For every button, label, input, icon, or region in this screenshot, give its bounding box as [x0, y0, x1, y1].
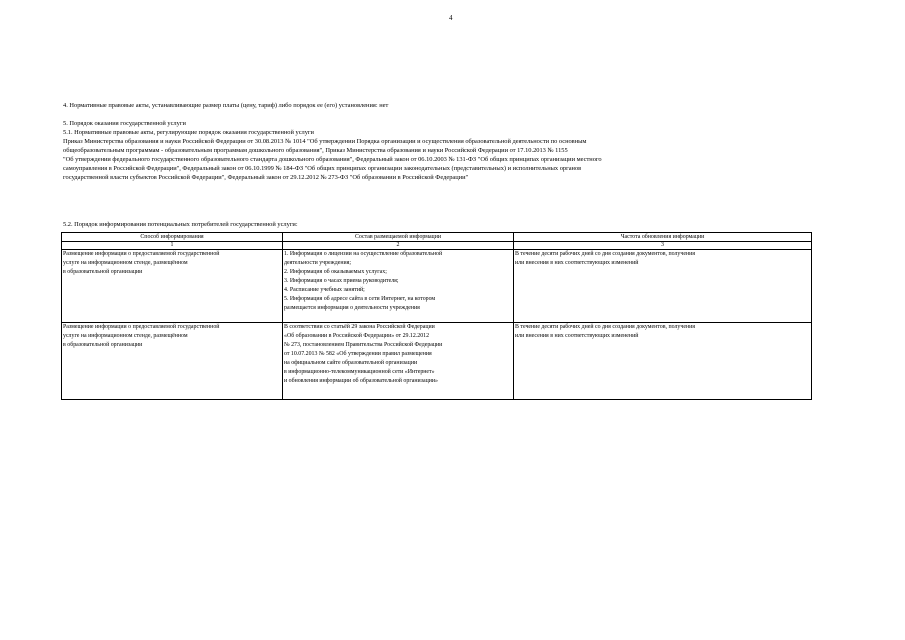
cell-text-line: 1. Информация о лицензии на осуществление образовательной [284, 251, 443, 257]
cell-text-line: № 273, постановлением Правительства Российской Федерации [284, 342, 443, 348]
table-header-row [62, 233, 812, 242]
cell-text-line: 4. Расписание учебных занятий; [284, 287, 365, 293]
table-number-row [62, 242, 812, 250]
header-content: Состав размещаемой информации [283, 233, 514, 242]
cell-text-line: в информационно-телекоммуникационной сети «Интернет» [284, 369, 435, 375]
column-number: 2 [283, 242, 514, 250]
section5-1-title: 5.1. Нормативные правовые акты, регулирующие порядок оказания государственной услуги [63, 129, 314, 136]
section5-2-title: 5.2. Порядок информирования потенциальных потребителей государственной услуги: [63, 221, 298, 228]
legal-acts-line-5: государственной власти субъектов Российской Федерации", Федеральный закон от 29.12.2012 № 273-ФЗ "Об образовании в Российской Федерации" [63, 174, 469, 181]
frequency-cell [514, 250, 812, 323]
section4-line: 4. Нормативные правовые акты, устанавливающие размер платы (цену, тариф) либо порядок ее (его) установления: нет [63, 102, 389, 109]
cell-text-line: услуге на информационном стенде, размещённом [63, 333, 188, 339]
frequency-cell [514, 323, 812, 400]
method-cell [62, 323, 283, 400]
cell-text-line: В течение десяти рабочих дней со дня создания документов, получения [515, 251, 695, 257]
method-cell [62, 250, 283, 323]
cell-text-line: 3. Информация о часах приема руководителя; [284, 278, 399, 284]
cell-text-line: «Об образовании в Российской Федерации» от 29.12.2012 [284, 333, 430, 339]
cell-text-line: или внесения в них соответствующих изменений [515, 333, 639, 339]
cell-text-line: В течение десяти рабочих дней со дня создания документов, получения [515, 324, 695, 330]
section5-title: 5. Порядок оказания государственной услуги [63, 120, 186, 127]
header-frequency: Частота обновления информации [514, 233, 812, 242]
content-cell [283, 323, 514, 400]
column-number: 3 [514, 242, 812, 250]
cell-text-line: В соответствии со статьёй 29 закона Российской Федерации [284, 324, 435, 330]
header-method: Способ информирования [62, 233, 283, 242]
legal-acts-line-2: общеобразовательным программам - образовательным программам дошкольного образования", Приказ Министерства образования и науки Российской Федерации от 17.10.2013 № 1155 [63, 147, 568, 154]
content-cell [283, 250, 514, 323]
cell-text-line: 2. Информация об оказываемых услугах; [284, 269, 387, 275]
cell-text-line: 5. Информация об адресе сайта в сети Интернет, на котором [284, 296, 436, 302]
cell-text-line: Размещение информации о предоставляемой государственной [63, 324, 220, 330]
cell-text-line: услуге на информационном стенде, размещённом [63, 260, 188, 266]
cell-text-line: в образовательной организации [63, 269, 143, 275]
cell-text-line: или внесения в них соответствующих изменений [515, 260, 639, 266]
legal-acts-line-3: "Об утверждении федерального государственного образовательного стандарта дошкольного образования", Федеральный закон от 06.10.2003 № 131-ФЗ "Об общих принципах организации местного [63, 156, 602, 163]
legal-acts-line-4: самоуправления в Российской Федерации", Федеральный закон от 06.10.1999 № 184-ФЗ "Об общих принципах организации законодательных (представительных) и исполнительных органов [63, 165, 582, 172]
page-number: 4 [449, 14, 453, 22]
legal-acts-line-1: Приказ Министерства образования и науки Российской Федерации от 30.08.2013 № 1014 "Об утверждении Порядка организации и осуществления образовательной деятельности по основным [63, 138, 587, 145]
table-row [62, 323, 812, 400]
column-number: 1 [62, 242, 283, 250]
cell-text-line: от 10.07.2013 № 582 «Об утверждении правил размещения [284, 351, 432, 357]
cell-text-line: на официальном сайте образовательной организации [284, 360, 418, 366]
table-row [62, 250, 812, 323]
cell-text-line: деятельности учреждения; [284, 260, 351, 266]
cell-text-line: в образовательной организации [63, 342, 143, 348]
cell-text-line: Размещение информации о предоставляемой государственной [63, 251, 220, 257]
cell-text-line: размещается информация о деятельности учреждения [284, 305, 420, 311]
information-table [61, 232, 812, 400]
cell-text-line: и обновления информации об образовательной организации» [284, 378, 438, 384]
